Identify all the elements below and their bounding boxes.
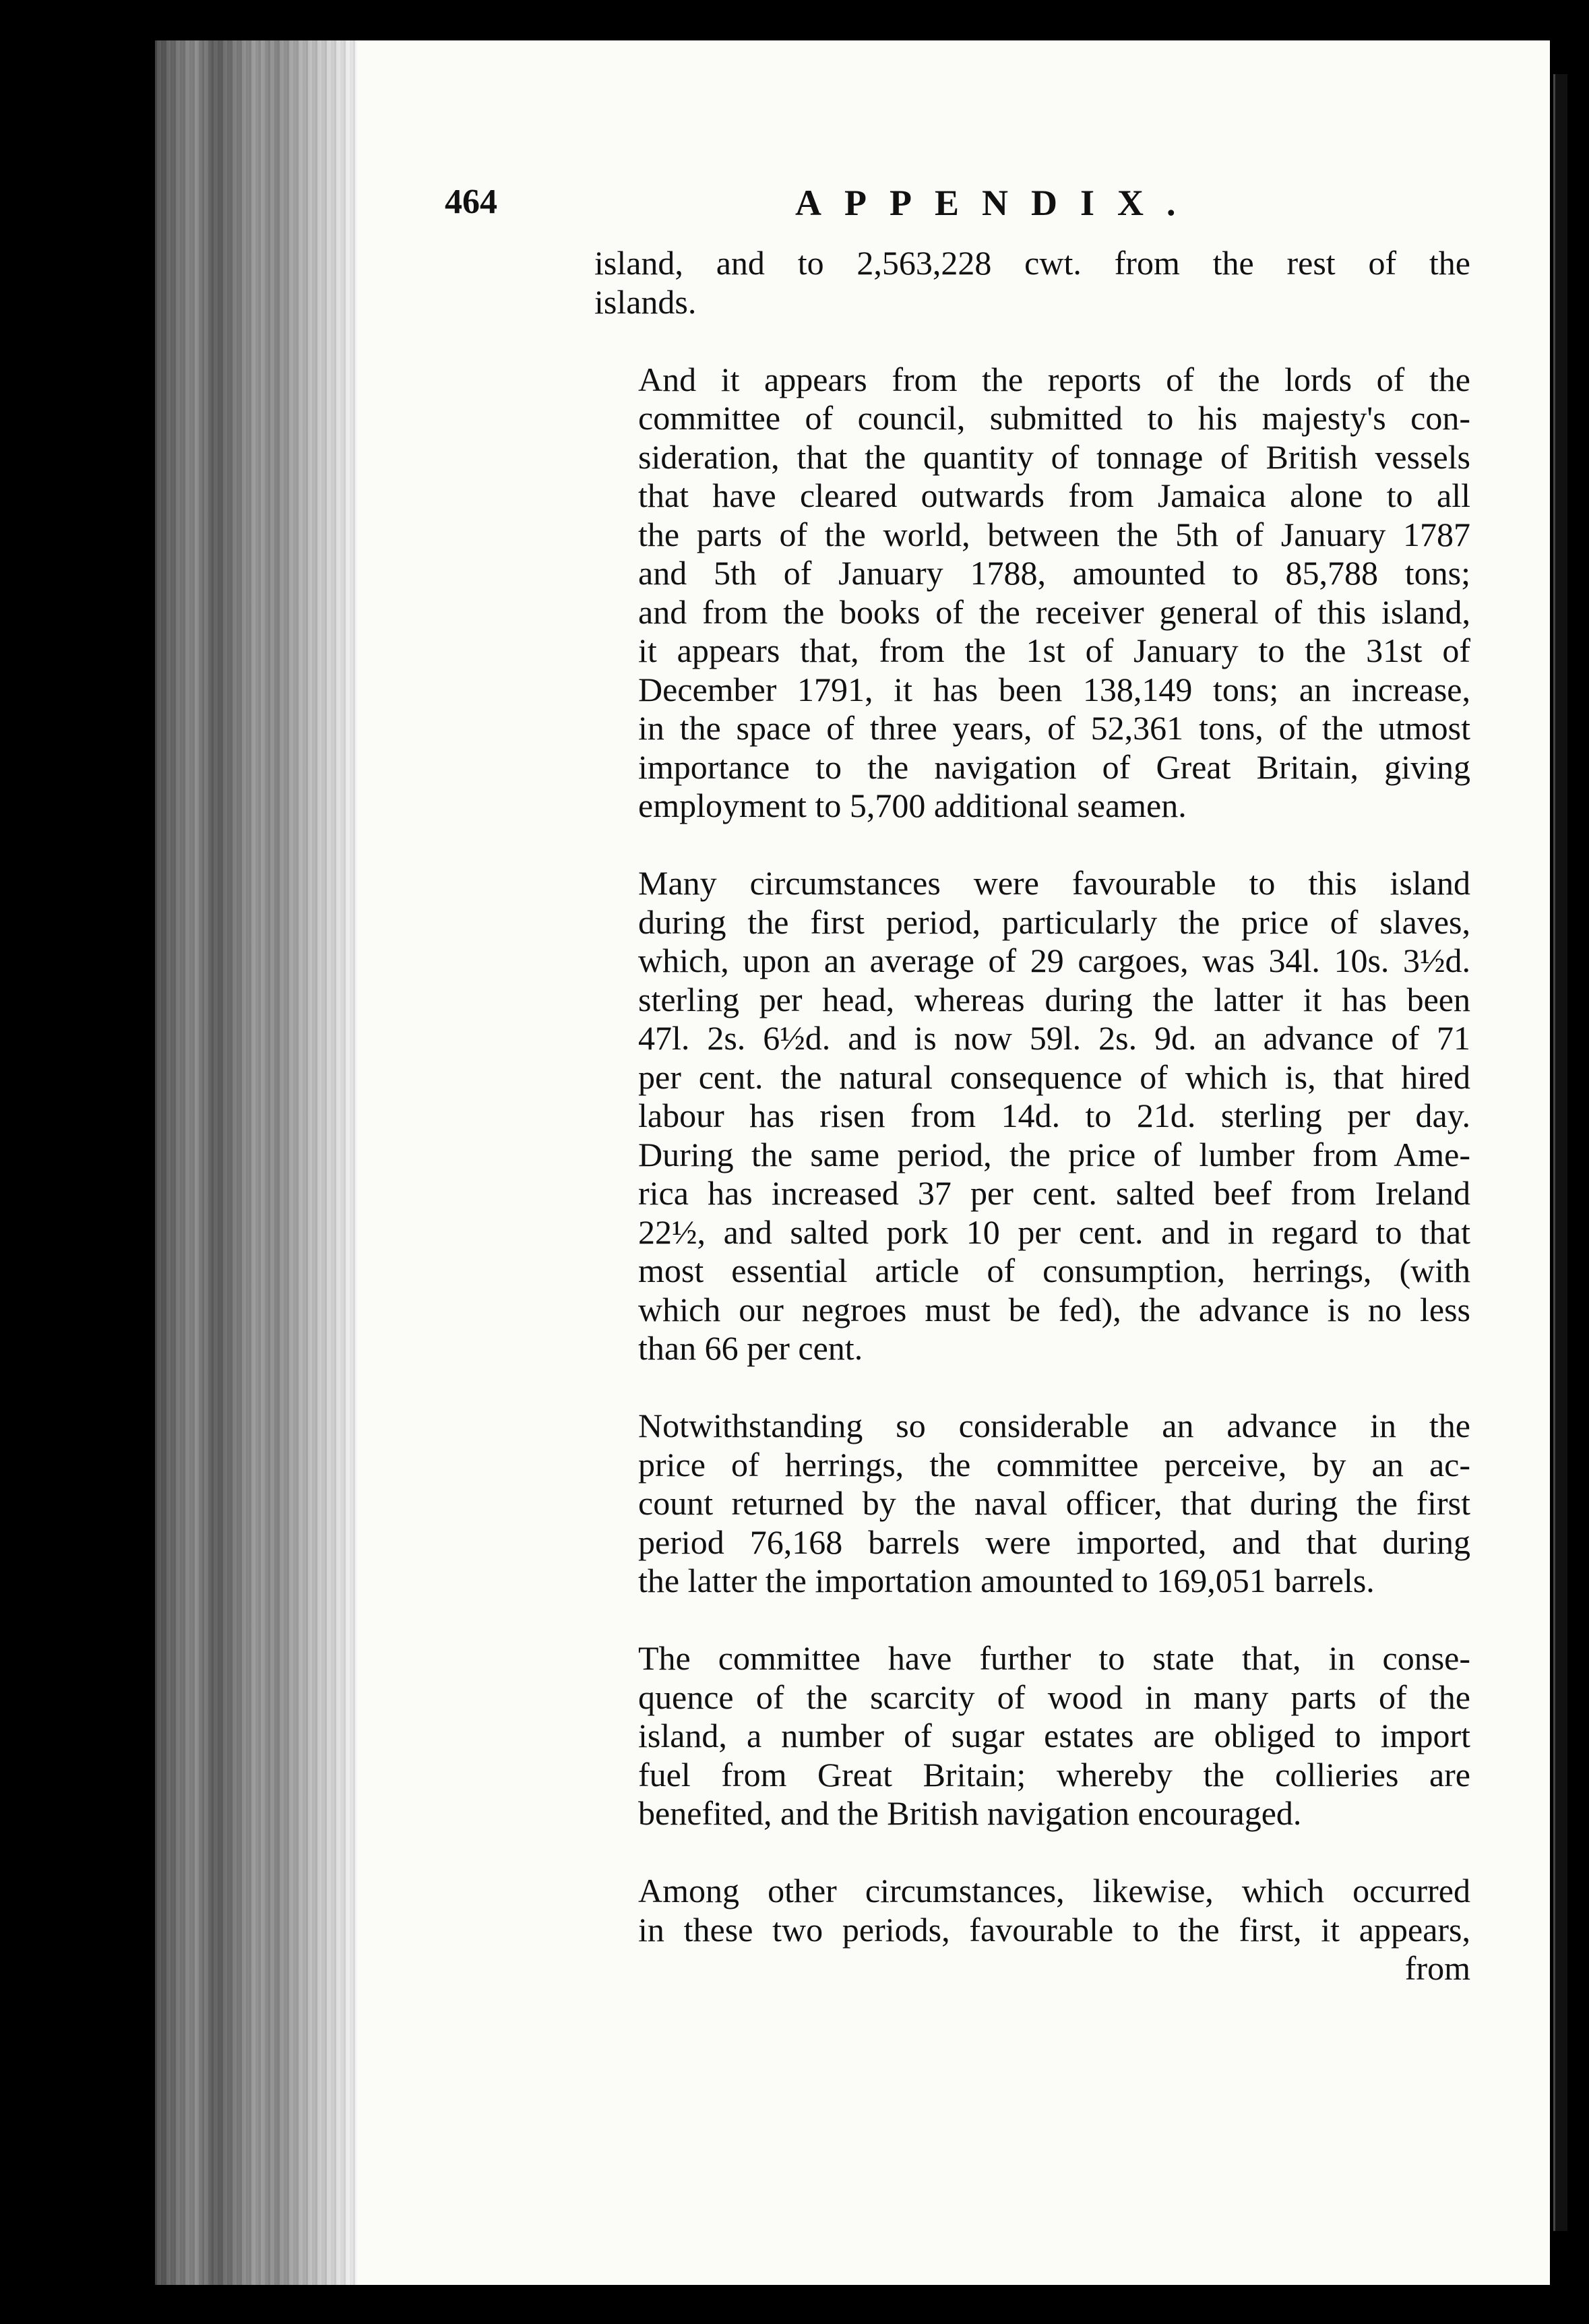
text-line: island, and to 2,563,228 cwt. from the rest of the bbox=[594, 244, 1470, 282]
text-line: benefited, and the British navigation encouraged. bbox=[638, 1794, 1302, 1832]
text-line: fuel from Great Britain; whereby the collieries are bbox=[638, 1755, 1470, 1794]
text-line: the parts of the world, between the 5th of January 1787 bbox=[638, 515, 1470, 553]
dark-scan-margin bbox=[0, 0, 155, 2324]
paragraph-circumstances bbox=[594, 864, 1470, 1368]
text-line: per cent. the natural consequence of which is, that hired bbox=[638, 1058, 1470, 1096]
text-line: quence of the scarcity of wood in many parts of the bbox=[638, 1678, 1470, 1716]
text-line: and from the books of the receiver general of this island, bbox=[638, 592, 1470, 631]
text-line: period 76,168 barrels were imported, and that during bbox=[638, 1523, 1470, 1561]
text-line: most essential article of consumption, herrings, (with bbox=[638, 1252, 1470, 1289]
text-line: And it appears from the reports of the lords of the bbox=[638, 360, 1470, 398]
text-line: importance to the navigation of Great Britain, giving bbox=[638, 747, 1470, 786]
book-gutter bbox=[155, 40, 357, 2285]
text-line: During the same period, the price of lumber from Ame- bbox=[638, 1135, 1470, 1173]
text-line: that have cleared outwards from Jamaica alone to all bbox=[638, 477, 1470, 514]
paragraph-continuation bbox=[594, 244, 1470, 322]
text-line: The committee have further to state that, in conse- bbox=[638, 1639, 1470, 1677]
text-line: Among other circumstances, likewise, which occurred bbox=[638, 1872, 1470, 1909]
text-line: sterling per head, whereas during the latter it has been bbox=[638, 980, 1470, 1018]
text-line: the latter the importation amounted to 169,051 barrels. bbox=[638, 1562, 1375, 1599]
text-line: sideration, that the quantity of tonnage of British vessels bbox=[638, 437, 1470, 476]
text-line: 22½, and salted pork 10 per cent. and in regard to that bbox=[638, 1213, 1470, 1251]
paragraph-tonnage bbox=[594, 361, 1470, 826]
page-number: 464 bbox=[445, 183, 497, 221]
text-line: employment to 5,700 additional seamen. bbox=[638, 787, 1187, 824]
text-line: committee of council, submitted to his majesty's con- bbox=[638, 399, 1470, 437]
text-line: than 66 per cent. bbox=[638, 1329, 863, 1367]
page-header bbox=[445, 182, 1287, 243]
facing-page-edge bbox=[1553, 74, 1567, 2231]
page-body bbox=[594, 244, 1470, 1988]
running-head: APPENDIX. bbox=[795, 183, 1199, 223]
text-line: in these two periods, favourable to the first, it appears, bbox=[638, 1910, 1470, 1949]
text-line: which, upon an average of 29 cargoes, was 34l. 10s. 3½d. bbox=[638, 942, 1470, 979]
text-line: rica has increased 37 per cent. salted beef from Ireland bbox=[638, 1174, 1470, 1212]
text-line: which our negroes must be fed), the advance is no less bbox=[638, 1290, 1470, 1328]
text-line: Many circumstances were favourable to this island bbox=[638, 864, 1470, 902]
text-line: it appears that, from the 1st of January to the 31st of bbox=[638, 632, 1470, 669]
text-line: labour has risen from 14d. to 21d. sterling per day. bbox=[638, 1097, 1470, 1134]
text-line: in the space of three years, of 52,361 tons, of the utmost bbox=[638, 709, 1470, 747]
text-line: Notwithstanding so considerable an advance in the bbox=[638, 1407, 1470, 1444]
text-line: December 1791, it has been 138,149 tons; an increase, bbox=[638, 670, 1470, 708]
text-line: islands. bbox=[594, 282, 697, 321]
text-line: island, a number of sugar estates are obliged to import bbox=[638, 1717, 1470, 1754]
text-line: count returned by the naval officer, that during the first bbox=[638, 1484, 1470, 1522]
text-line: price of herrings, the committee perceive, by an ac- bbox=[638, 1445, 1470, 1484]
paragraph-herrings bbox=[594, 1407, 1470, 1601]
catchword: from bbox=[1404, 1949, 1470, 1987]
paragraph-fuel bbox=[594, 1639, 1470, 1833]
text-line: and 5th of January 1788, amounted to 85,788 tons; bbox=[638, 554, 1470, 592]
text-line: during the first period, particularly the price of slaves, bbox=[638, 903, 1470, 941]
text-line: 47l. 2s. 6½d. and is now 59l. 2s. 9d. an advance of 71 bbox=[638, 1019, 1470, 1057]
paragraph-periods bbox=[594, 1872, 1470, 1988]
